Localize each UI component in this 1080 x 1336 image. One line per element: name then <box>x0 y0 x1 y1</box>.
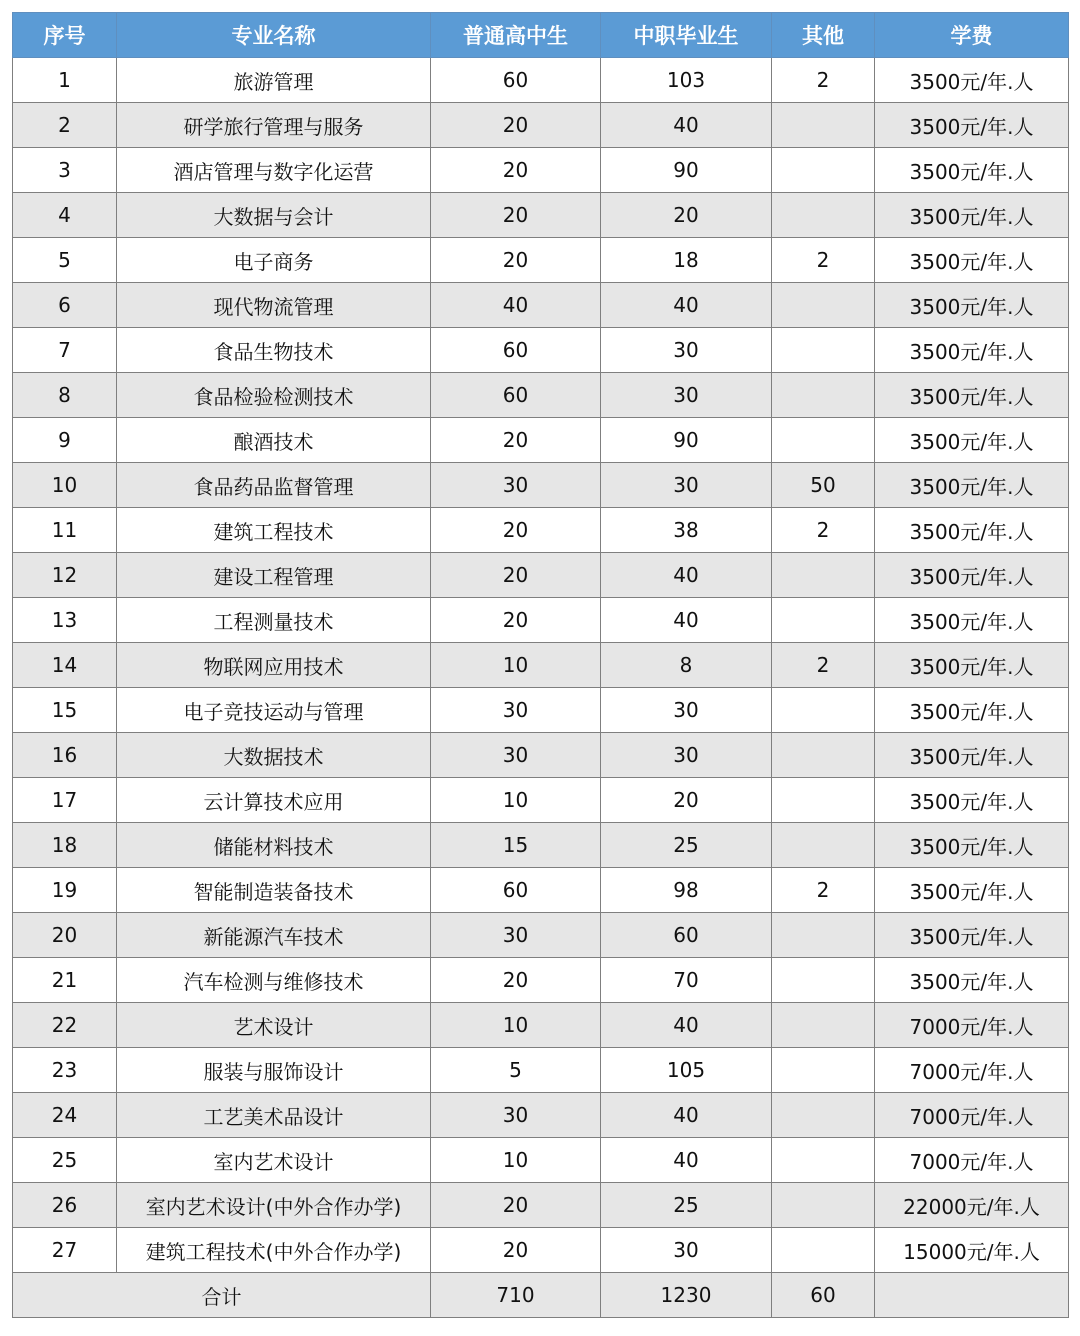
cell-tuition: 7000元/年.人 <box>875 1093 1069 1138</box>
cell-high-school: 20 <box>431 553 601 598</box>
cell-vocational: 20 <box>601 778 772 823</box>
cell-major-name: 旅游管理 <box>117 58 431 103</box>
cell-index: 5 <box>13 238 117 283</box>
cell-other <box>772 688 875 733</box>
cell-major-name: 电子商务 <box>117 238 431 283</box>
cell-vocational: 20 <box>601 193 772 238</box>
cell-major-name: 工程测量技术 <box>117 598 431 643</box>
cell-other <box>772 148 875 193</box>
cell-high-school: 15 <box>431 823 601 868</box>
cell-other: 2 <box>772 868 875 913</box>
cell-other <box>772 913 875 958</box>
cell-high-school: 20 <box>431 508 601 553</box>
table-header <box>13 13 1069 58</box>
cell-tuition: 7000元/年.人 <box>875 1138 1069 1183</box>
cell-vocational: 30 <box>601 1228 772 1273</box>
cell-vocational: 40 <box>601 1093 772 1138</box>
cell-index: 10 <box>13 463 117 508</box>
cell-high-school: 30 <box>431 913 601 958</box>
cell-vocational: 30 <box>601 463 772 508</box>
cell-tuition: 3500元/年.人 <box>875 823 1069 868</box>
cell-major-name: 食品检验检测技术 <box>117 373 431 418</box>
cell-other <box>772 328 875 373</box>
cell-other <box>772 193 875 238</box>
cell-high-school: 20 <box>431 598 601 643</box>
cell-index: 22 <box>13 1003 117 1048</box>
table-row <box>13 868 1069 913</box>
cell-other <box>772 598 875 643</box>
cell-vocational: 40 <box>601 1138 772 1183</box>
table-row <box>13 1228 1069 1273</box>
cell-tuition: 3500元/年.人 <box>875 103 1069 148</box>
cell-vocational: 38 <box>601 508 772 553</box>
table-row <box>13 958 1069 1003</box>
cell-other: 2 <box>772 508 875 553</box>
table-row <box>13 913 1069 958</box>
cell-index: 13 <box>13 598 117 643</box>
cell-tuition: 3500元/年.人 <box>875 688 1069 733</box>
total-row <box>13 1273 1069 1318</box>
header-index: 序号 <box>13 13 117 58</box>
table-row <box>13 463 1069 508</box>
cell-major-name: 云计算技术应用 <box>117 778 431 823</box>
cell-index: 1 <box>13 58 117 103</box>
table-row <box>13 1183 1069 1228</box>
cell-tuition: 3500元/年.人 <box>875 778 1069 823</box>
cell-major-name: 服装与服饰设计 <box>117 1048 431 1093</box>
cell-other <box>772 778 875 823</box>
table-row <box>13 193 1069 238</box>
cell-tuition: 22000元/年.人 <box>875 1183 1069 1228</box>
cell-index: 7 <box>13 328 117 373</box>
cell-other <box>772 373 875 418</box>
cell-other: 2 <box>772 238 875 283</box>
cell-vocational: 18 <box>601 238 772 283</box>
cell-index: 6 <box>13 283 117 328</box>
cell-other <box>772 1093 875 1138</box>
cell-major-name: 大数据与会计 <box>117 193 431 238</box>
cell-tuition: 3500元/年.人 <box>875 193 1069 238</box>
cell-major-name: 艺术设计 <box>117 1003 431 1048</box>
cell-index: 27 <box>13 1228 117 1273</box>
cell-major-name: 酿酒技术 <box>117 418 431 463</box>
cell-other: 2 <box>772 58 875 103</box>
cell-vocational: 40 <box>601 598 772 643</box>
cell-other <box>772 283 875 328</box>
table-row <box>13 283 1069 328</box>
table-row <box>13 778 1069 823</box>
cell-major-name: 现代物流管理 <box>117 283 431 328</box>
cell-vocational: 98 <box>601 868 772 913</box>
cell-major-name: 建筑工程技术(中外合作办学) <box>117 1228 431 1273</box>
cell-other <box>772 1183 875 1228</box>
table-row <box>13 553 1069 598</box>
table-row <box>13 1093 1069 1138</box>
cell-major-name: 工艺美术品设计 <box>117 1093 431 1138</box>
table-row <box>13 103 1069 148</box>
header-other: 其他 <box>772 13 875 58</box>
cell-index: 26 <box>13 1183 117 1228</box>
cell-major-name: 室内艺术设计 <box>117 1138 431 1183</box>
cell-other: 50 <box>772 463 875 508</box>
cell-major-name: 智能制造装备技术 <box>117 868 431 913</box>
cell-high-school: 20 <box>431 1183 601 1228</box>
cell-major-name: 建设工程管理 <box>117 553 431 598</box>
cell-tuition: 3500元/年.人 <box>875 58 1069 103</box>
cell-tuition: 3500元/年.人 <box>875 373 1069 418</box>
cell-major-name: 研学旅行管理与服务 <box>117 103 431 148</box>
cell-vocational: 90 <box>601 418 772 463</box>
cell-vocational: 8 <box>601 643 772 688</box>
cell-index: 23 <box>13 1048 117 1093</box>
cell-high-school: 20 <box>431 193 601 238</box>
header-vocational: 中职毕业生 <box>601 13 772 58</box>
cell-vocational: 60 <box>601 913 772 958</box>
cell-vocational: 30 <box>601 373 772 418</box>
cell-tuition: 7000元/年.人 <box>875 1003 1069 1048</box>
cell-major-name: 汽车检测与维修技术 <box>117 958 431 1003</box>
cell-index: 25 <box>13 1138 117 1183</box>
cell-tuition: 7000元/年.人 <box>875 1048 1069 1093</box>
cell-tuition: 3500元/年.人 <box>875 463 1069 508</box>
cell-high-school: 20 <box>431 418 601 463</box>
table-row <box>13 1048 1069 1093</box>
cell-major-name: 食品药品监督管理 <box>117 463 431 508</box>
cell-index: 19 <box>13 868 117 913</box>
cell-high-school: 30 <box>431 688 601 733</box>
cell-tuition: 3500元/年.人 <box>875 328 1069 373</box>
total-vocational: 1230 <box>601 1273 772 1318</box>
cell-high-school: 30 <box>431 733 601 778</box>
cell-tuition: 3500元/年.人 <box>875 733 1069 778</box>
cell-high-school: 10 <box>431 1003 601 1048</box>
cell-vocational: 25 <box>601 823 772 868</box>
cell-tuition: 3500元/年.人 <box>875 598 1069 643</box>
table-footer <box>13 1273 1069 1318</box>
table-row <box>13 238 1069 283</box>
table-row <box>13 373 1069 418</box>
cell-high-school: 5 <box>431 1048 601 1093</box>
cell-vocational: 40 <box>601 553 772 598</box>
cell-high-school: 60 <box>431 868 601 913</box>
cell-major-name: 储能材料技术 <box>117 823 431 868</box>
cell-tuition: 3500元/年.人 <box>875 913 1069 958</box>
cell-high-school: 10 <box>431 1138 601 1183</box>
table-row <box>13 688 1069 733</box>
cell-tuition: 3500元/年.人 <box>875 643 1069 688</box>
cell-vocational: 25 <box>601 1183 772 1228</box>
cell-index: 21 <box>13 958 117 1003</box>
cell-index: 17 <box>13 778 117 823</box>
cell-high-school: 20 <box>431 958 601 1003</box>
cell-tuition: 3500元/年.人 <box>875 508 1069 553</box>
cell-index: 18 <box>13 823 117 868</box>
cell-vocational: 40 <box>601 103 772 148</box>
cell-vocational: 40 <box>601 283 772 328</box>
cell-tuition: 3500元/年.人 <box>875 418 1069 463</box>
table-body <box>13 58 1069 1273</box>
cell-vocational: 70 <box>601 958 772 1003</box>
cell-major-name: 物联网应用技术 <box>117 643 431 688</box>
enrollment-table-container <box>12 12 1068 1318</box>
header-major-name: 专业名称 <box>117 13 431 58</box>
table-row <box>13 58 1069 103</box>
header-tuition: 学费 <box>875 13 1069 58</box>
cell-vocational: 103 <box>601 58 772 103</box>
cell-high-school: 20 <box>431 1228 601 1273</box>
cell-high-school: 20 <box>431 148 601 193</box>
cell-major-name: 电子竞技运动与管理 <box>117 688 431 733</box>
cell-high-school: 40 <box>431 283 601 328</box>
header-row <box>13 13 1069 58</box>
cell-major-name: 建筑工程技术 <box>117 508 431 553</box>
cell-other <box>772 958 875 1003</box>
header-high-school: 普通高中生 <box>431 13 601 58</box>
cell-index: 3 <box>13 148 117 193</box>
cell-index: 9 <box>13 418 117 463</box>
table-row <box>13 508 1069 553</box>
cell-high-school: 10 <box>431 643 601 688</box>
cell-vocational: 90 <box>601 148 772 193</box>
enrollment-table <box>12 12 1069 1318</box>
cell-index: 20 <box>13 913 117 958</box>
cell-index: 16 <box>13 733 117 778</box>
cell-high-school: 60 <box>431 328 601 373</box>
cell-tuition: 3500元/年.人 <box>875 238 1069 283</box>
cell-tuition: 3500元/年.人 <box>875 958 1069 1003</box>
cell-major-name: 室内艺术设计(中外合作办学) <box>117 1183 431 1228</box>
cell-high-school: 30 <box>431 463 601 508</box>
cell-other <box>772 1138 875 1183</box>
cell-high-school: 10 <box>431 778 601 823</box>
cell-other: 2 <box>772 643 875 688</box>
cell-other <box>772 1228 875 1273</box>
cell-other <box>772 1003 875 1048</box>
cell-major-name: 新能源汽车技术 <box>117 913 431 958</box>
table-row <box>13 1003 1069 1048</box>
cell-high-school: 20 <box>431 103 601 148</box>
total-high-school: 710 <box>431 1273 601 1318</box>
cell-tuition: 15000元/年.人 <box>875 1228 1069 1273</box>
cell-tuition: 3500元/年.人 <box>875 553 1069 598</box>
cell-index: 12 <box>13 553 117 598</box>
table-row <box>13 823 1069 868</box>
cell-high-school: 20 <box>431 238 601 283</box>
cell-index: 14 <box>13 643 117 688</box>
cell-other <box>772 823 875 868</box>
cell-other <box>772 1048 875 1093</box>
cell-vocational: 30 <box>601 733 772 778</box>
cell-other <box>772 418 875 463</box>
table-row <box>13 643 1069 688</box>
cell-high-school: 60 <box>431 58 601 103</box>
cell-vocational: 40 <box>601 1003 772 1048</box>
cell-major-name: 大数据技术 <box>117 733 431 778</box>
cell-other <box>772 103 875 148</box>
cell-index: 24 <box>13 1093 117 1138</box>
table-row <box>13 418 1069 463</box>
cell-index: 2 <box>13 103 117 148</box>
cell-vocational: 30 <box>601 328 772 373</box>
table-row <box>13 328 1069 373</box>
table-row <box>13 598 1069 643</box>
total-label: 合计 <box>13 1273 431 1318</box>
cell-other <box>772 553 875 598</box>
cell-index: 4 <box>13 193 117 238</box>
cell-major-name: 酒店管理与数字化运营 <box>117 148 431 193</box>
total-fee <box>875 1273 1069 1318</box>
cell-index: 15 <box>13 688 117 733</box>
cell-major-name: 食品生物技术 <box>117 328 431 373</box>
cell-high-school: 60 <box>431 373 601 418</box>
total-other: 60 <box>772 1273 875 1318</box>
cell-index: 11 <box>13 508 117 553</box>
cell-tuition: 3500元/年.人 <box>875 148 1069 193</box>
cell-tuition: 3500元/年.人 <box>875 283 1069 328</box>
table-row <box>13 733 1069 778</box>
table-row <box>13 1138 1069 1183</box>
table-row <box>13 148 1069 193</box>
cell-tuition: 3500元/年.人 <box>875 868 1069 913</box>
cell-other <box>772 733 875 778</box>
cell-index: 8 <box>13 373 117 418</box>
cell-vocational: 30 <box>601 688 772 733</box>
cell-high-school: 30 <box>431 1093 601 1138</box>
cell-vocational: 105 <box>601 1048 772 1093</box>
